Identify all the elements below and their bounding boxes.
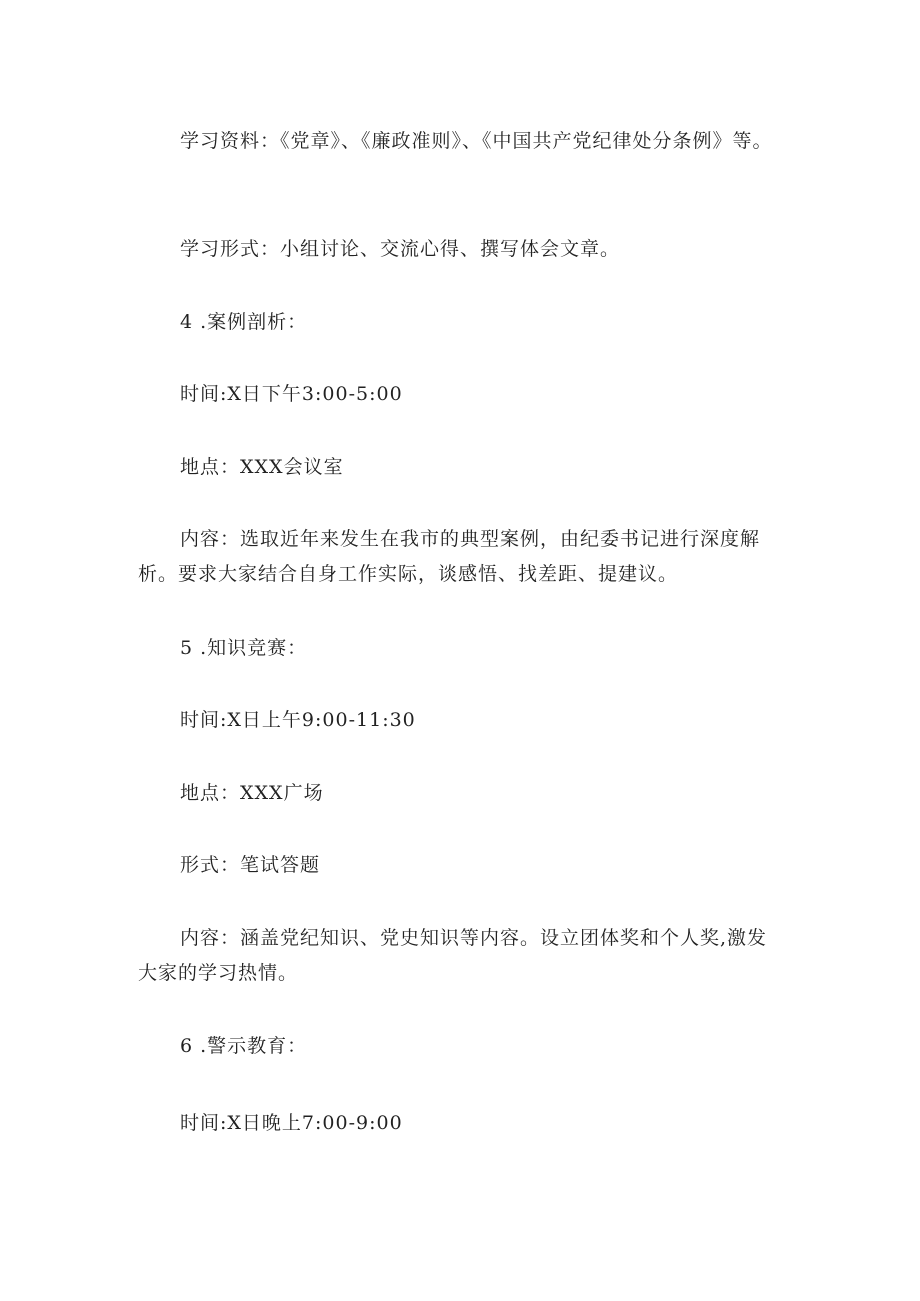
knowledge-contest-content: 内容：涵盖党纪知识、党史知识等内容。设立团体奖和个人奖,激发大家的学习热情。 — [138, 927, 768, 984]
study-materials-paragraph: 学习资料：《党章》、《廉政准则》、《中国共产党纪律处分条例》等。 — [180, 130, 773, 152]
case-analysis-time: 时间:X日下午3:00-5:00 — [180, 383, 403, 405]
knowledge-contest-time: 时间:X日上午9:00-11:30 — [180, 709, 416, 731]
section-heading-knowledge-contest: 5 .知识竞赛： — [180, 637, 308, 659]
section-heading-warning-education: 6 .警示教育： — [180, 1035, 308, 1057]
study-format-paragraph: 学习形式：小组讨论、交流心得、撰写体会文章。 — [180, 238, 621, 260]
case-analysis-location: 地点：XXX会议室 — [180, 456, 344, 478]
section-heading-case-analysis: 4 .案例剖析： — [180, 311, 308, 333]
case-analysis-content: 内容：选取近年来发生在我市的典型案例，由纪委书记进行深度解析。要求大家结合自身工作实际，谈感悟、找差距、提建议。 — [138, 528, 761, 585]
knowledge-contest-format: 形式：笔试答题 — [180, 854, 321, 876]
knowledge-contest-location: 地点：XXX广场 — [180, 782, 324, 804]
warning-education-time: 时间:X日晚上7:00-9:00 — [180, 1112, 403, 1134]
